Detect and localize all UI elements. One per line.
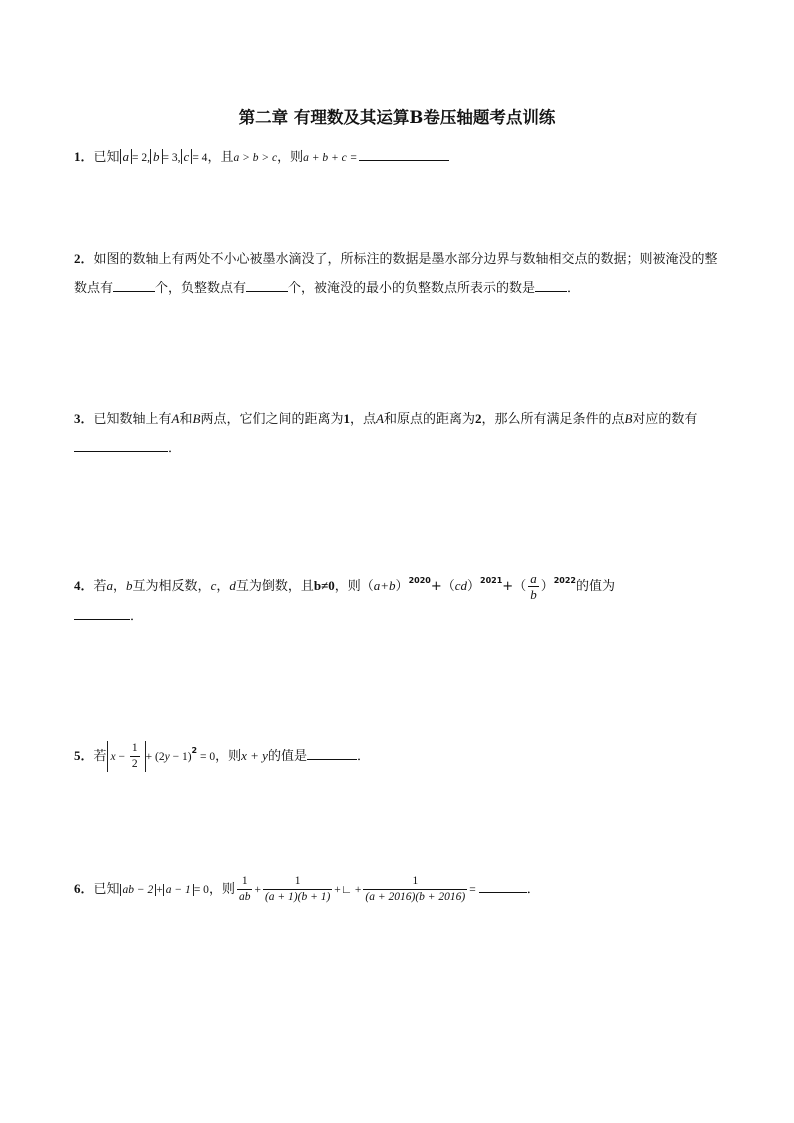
q5-minus: − bbox=[115, 751, 128, 763]
q6-answer-blank[interactable] bbox=[479, 878, 527, 893]
q4-end: ． bbox=[130, 609, 144, 624]
q4-text: ， bbox=[216, 579, 230, 594]
fraction-numerator: 1 bbox=[263, 874, 332, 890]
q4-text: ，则（ bbox=[334, 579, 374, 594]
q3-distance-2: 2 bbox=[474, 411, 482, 426]
q3-distance-1: 1 bbox=[343, 411, 350, 426]
q1-abs-a: a bbox=[120, 149, 133, 164]
q4-exponent: 2021 bbox=[480, 576, 503, 585]
q2-text-3: 个，被淹没的最小的负整数点所表示的数是 bbox=[288, 281, 536, 296]
q1-expression: a + b + c = bbox=[303, 152, 358, 164]
q2-end: ． bbox=[567, 281, 581, 296]
fraction-denominator: ab bbox=[238, 891, 251, 903]
q6-abs-1: ab − 2 bbox=[120, 884, 157, 896]
q2-blank-smallest[interactable] bbox=[535, 277, 567, 292]
q3-text: 两点，它们之间的距离为 bbox=[200, 412, 344, 427]
q3-text: ，那么所有满足条件的点 bbox=[481, 412, 625, 427]
q3-point-b: B bbox=[624, 411, 633, 426]
question-number: 6． bbox=[74, 881, 94, 896]
q1-abs-c: c bbox=[181, 149, 193, 164]
question-3 bbox=[74, 404, 724, 463]
fraction-denominator: b bbox=[530, 587, 537, 602]
fraction-denominator: (a + 1)(b + 1) bbox=[264, 891, 331, 903]
q2-text-2: 个，负整数点有 bbox=[155, 281, 247, 296]
q4-exponent: 2020 bbox=[408, 576, 431, 585]
q4-fraction bbox=[528, 571, 539, 602]
q2-blank-negative[interactable] bbox=[246, 277, 288, 292]
q3-text: 和 bbox=[179, 412, 193, 427]
q4-text: 的值为 bbox=[575, 579, 615, 594]
q4-var-a: a bbox=[106, 578, 114, 593]
q5-expression: + (2 bbox=[145, 751, 165, 763]
q3-answer-blank[interactable] bbox=[74, 437, 168, 452]
question-number: 5． bbox=[74, 748, 94, 763]
q3-point-b: B bbox=[192, 411, 201, 426]
q3-text: ，点 bbox=[349, 412, 376, 427]
q6-equals: = 0 bbox=[193, 884, 209, 896]
fraction-denominator: (a + 2016)(b + 2016) bbox=[365, 891, 466, 903]
fraction-numerator: 1 bbox=[363, 874, 467, 890]
q6-text: 已知 bbox=[93, 882, 120, 897]
fraction-denominator: 2 bbox=[131, 758, 138, 770]
q6-abs-2: a − 1 bbox=[163, 884, 194, 896]
q6-fraction-1 bbox=[237, 874, 253, 905]
q5-equals: = 0 bbox=[197, 751, 216, 763]
q4-text: 互为相反数， bbox=[132, 579, 211, 594]
q1-then: ，则 bbox=[277, 150, 304, 165]
question-2 bbox=[74, 244, 724, 303]
q6-fraction-3 bbox=[363, 874, 467, 905]
q4-answer-blank[interactable] bbox=[74, 605, 130, 620]
q3-text: 和原点的距离为 bbox=[383, 412, 475, 427]
q6-end: ． bbox=[526, 882, 540, 897]
q6-plus: + bbox=[156, 884, 163, 896]
q4-var-d: d bbox=[229, 578, 236, 593]
question-4 bbox=[74, 566, 724, 631]
fraction-numerator: 1 bbox=[237, 874, 253, 890]
q6-text: ，则 bbox=[208, 882, 235, 897]
q5-text: ，则 bbox=[215, 749, 242, 764]
q5-text: 的值是 bbox=[267, 749, 307, 764]
q6-fraction-2 bbox=[263, 874, 332, 905]
q4-text: ） bbox=[395, 579, 409, 594]
q5-answer-blank[interactable] bbox=[307, 745, 357, 760]
q4-exponent: 2022 bbox=[553, 576, 576, 585]
q4-text: 若 bbox=[93, 579, 107, 594]
q6-ellipsis: +∟ + bbox=[334, 884, 362, 896]
q4-var-c: c bbox=[210, 578, 217, 593]
question-number: 3． bbox=[74, 411, 94, 426]
q4-var-b: b bbox=[126, 578, 133, 593]
q1-eq4: = 4 bbox=[192, 152, 208, 164]
q1-eq2: = 2, bbox=[132, 152, 151, 164]
q3-end: ． bbox=[168, 441, 182, 456]
q5-var-y: y bbox=[164, 751, 170, 763]
q4-sum: a+b bbox=[373, 578, 396, 593]
question-number: 2． bbox=[74, 251, 94, 266]
q4-text: +（ bbox=[430, 579, 455, 594]
q1-eq3: = 3, bbox=[162, 152, 181, 164]
q3-point-a: A bbox=[375, 411, 384, 426]
q4-text: +（ bbox=[502, 579, 527, 594]
q1-answer-blank[interactable] bbox=[359, 146, 449, 161]
q2-text-1: 如图的数轴上有两处不小心被墨水滴没了，所标注的数据是墨水部分边界与数轴相交点的数据；则被淹没的整数点有 bbox=[74, 252, 718, 296]
q5-end: ． bbox=[356, 749, 370, 764]
fraction-numerator: a bbox=[530, 571, 537, 586]
q1-and: ，且 bbox=[207, 150, 234, 165]
page-title: 第二章 有理数及其运算B卷压轴题考点训练 bbox=[238, 108, 556, 127]
q6-equals: = bbox=[469, 884, 476, 896]
question-6: 6．已知 ab − 2 + a − 1 = 0，则 $\frac{1}{ab}$ + $\frac{1}{(a + 1)(b + 1)}$ +∟ + $\frac{1}{(a + 2016)(b + 2016)}$ = ． bbox=[74, 875, 540, 903]
q4-text: 互为倒数，且 bbox=[235, 579, 314, 594]
q1-condition: a > b > c bbox=[233, 152, 278, 164]
q1-lead: 已知 bbox=[93, 150, 120, 165]
q5-sum: x + y bbox=[241, 748, 268, 763]
q5-text: 若 bbox=[93, 749, 107, 764]
question-number: 1． bbox=[74, 149, 94, 164]
q5-fraction bbox=[130, 741, 140, 772]
q4-condition: b≠0 bbox=[313, 578, 335, 593]
q5-var-x: x bbox=[110, 751, 116, 763]
q4-text: ， bbox=[113, 579, 127, 594]
q3-text: 对应的数有 bbox=[632, 412, 698, 427]
q1-abs-b: b bbox=[150, 149, 163, 164]
q4-product: cd bbox=[454, 578, 468, 593]
q3-text: 已知数轴上有 bbox=[93, 412, 172, 427]
q2-blank-integers[interactable] bbox=[113, 277, 155, 292]
question-5 bbox=[74, 736, 724, 772]
question-number: 4． bbox=[74, 578, 94, 593]
q3-point-a: A bbox=[171, 411, 180, 426]
q4-text: ） bbox=[540, 579, 554, 594]
q5-expression: − 1) bbox=[169, 751, 192, 763]
q4-text: ） bbox=[467, 579, 481, 594]
q5-square: 2 bbox=[191, 746, 198, 755]
fraction-numerator: 1 bbox=[130, 741, 140, 757]
q5-absolute-value bbox=[107, 741, 146, 772]
question-1 bbox=[74, 142, 724, 173]
